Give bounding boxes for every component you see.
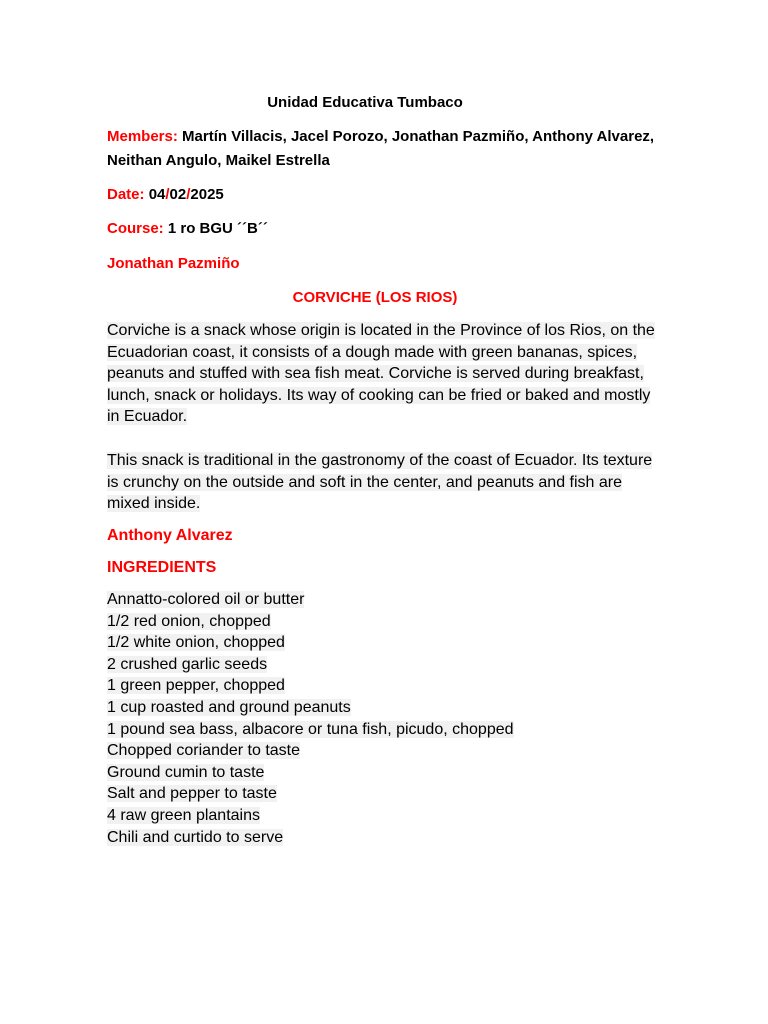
ingredient-text: 1 green pepper, chopped (107, 677, 285, 695)
list-item (107, 611, 663, 633)
ingredients-list (107, 589, 663, 848)
date-label: Date: (107, 186, 145, 203)
ingredient-text: Chili and curtido to serve (107, 828, 284, 846)
date-day: 04 (148, 186, 166, 203)
list-item (107, 783, 663, 805)
list-item (107, 827, 663, 849)
list-item (107, 589, 663, 611)
date-separator: / (165, 186, 170, 203)
paragraph-origin (107, 320, 667, 428)
section-title: CORVICHE (LOS RIOS) (292, 289, 458, 306)
ingredient-text: Annatto-colored oil or butter (107, 591, 305, 608)
list-item (107, 805, 663, 827)
list-item (107, 697, 663, 719)
ingredient-text: Salt and pepper to taste (107, 785, 277, 803)
school-title: Unidad Educativa Tumbaco (267, 94, 463, 111)
ingredient-text: 4 raw green plantains (107, 806, 260, 824)
date-year: 2025 (190, 186, 224, 203)
course-label: Course: (107, 220, 164, 237)
members-label: Members: (107, 128, 178, 145)
list-item (107, 762, 663, 784)
author-anthony: Anthony Alvarez (107, 527, 233, 544)
ingredient-text: Chopped coriander to taste (107, 742, 301, 760)
date-value (149, 186, 224, 203)
ingredient-text: 1 cup roasted and ground peanuts (107, 698, 351, 716)
ingredient-text: 1/2 white onion, chopped (107, 634, 285, 652)
list-item (107, 719, 663, 741)
list-item (107, 632, 663, 654)
ingredients-list-items (107, 589, 663, 848)
paragraph-origin-text: Corviche is a snack whose origin is located in the Province of los Rios, on the Ecuadorian coast, it consists of a dough made with green bananas, spices, peanuts and stuffed with sea fish meat. Corviche is served during breakfast, lunch, snack or holidays. Its way of cooking can be fried or baked and mostly in Ecuador. (107, 322, 655, 426)
ingredient-text: 1 pound sea bass, albacore or tuna fish, picudo, chopped (107, 720, 514, 738)
course-value: 1 ro BGU ´´B´´ (167, 220, 268, 237)
date-month: 02 (169, 186, 187, 203)
date-line (107, 183, 663, 207)
list-item (107, 740, 663, 762)
author-jonathan: Jonathan Pazmiño (107, 255, 240, 272)
ingredient-text: 2 crushed garlic seeds (107, 655, 268, 673)
ingredient-text: 1/2 red onion, chopped (107, 612, 271, 630)
paragraph-tradition (107, 450, 667, 515)
ingredient-text: Ground cumin to taste (107, 763, 265, 781)
list-item (107, 675, 663, 697)
ingredients-heading: INGREDIENTS (107, 559, 217, 576)
course-line (107, 217, 663, 241)
paragraph-tradition-text: This snack is traditional in the gastronomy of the coast of Ecuador. Its texture is crunchy on the outside and soft in the center, and peanuts and fish are mixed inside. (107, 452, 653, 513)
date-separator: / (186, 186, 191, 203)
members-value: Martín Villacis, Jacel Porozo, Jonathan Pazmiño, Anthony Alvarez, Neithan Angulo, Maikel Estrella (107, 128, 655, 169)
list-item (107, 654, 663, 676)
members-line (107, 125, 663, 173)
